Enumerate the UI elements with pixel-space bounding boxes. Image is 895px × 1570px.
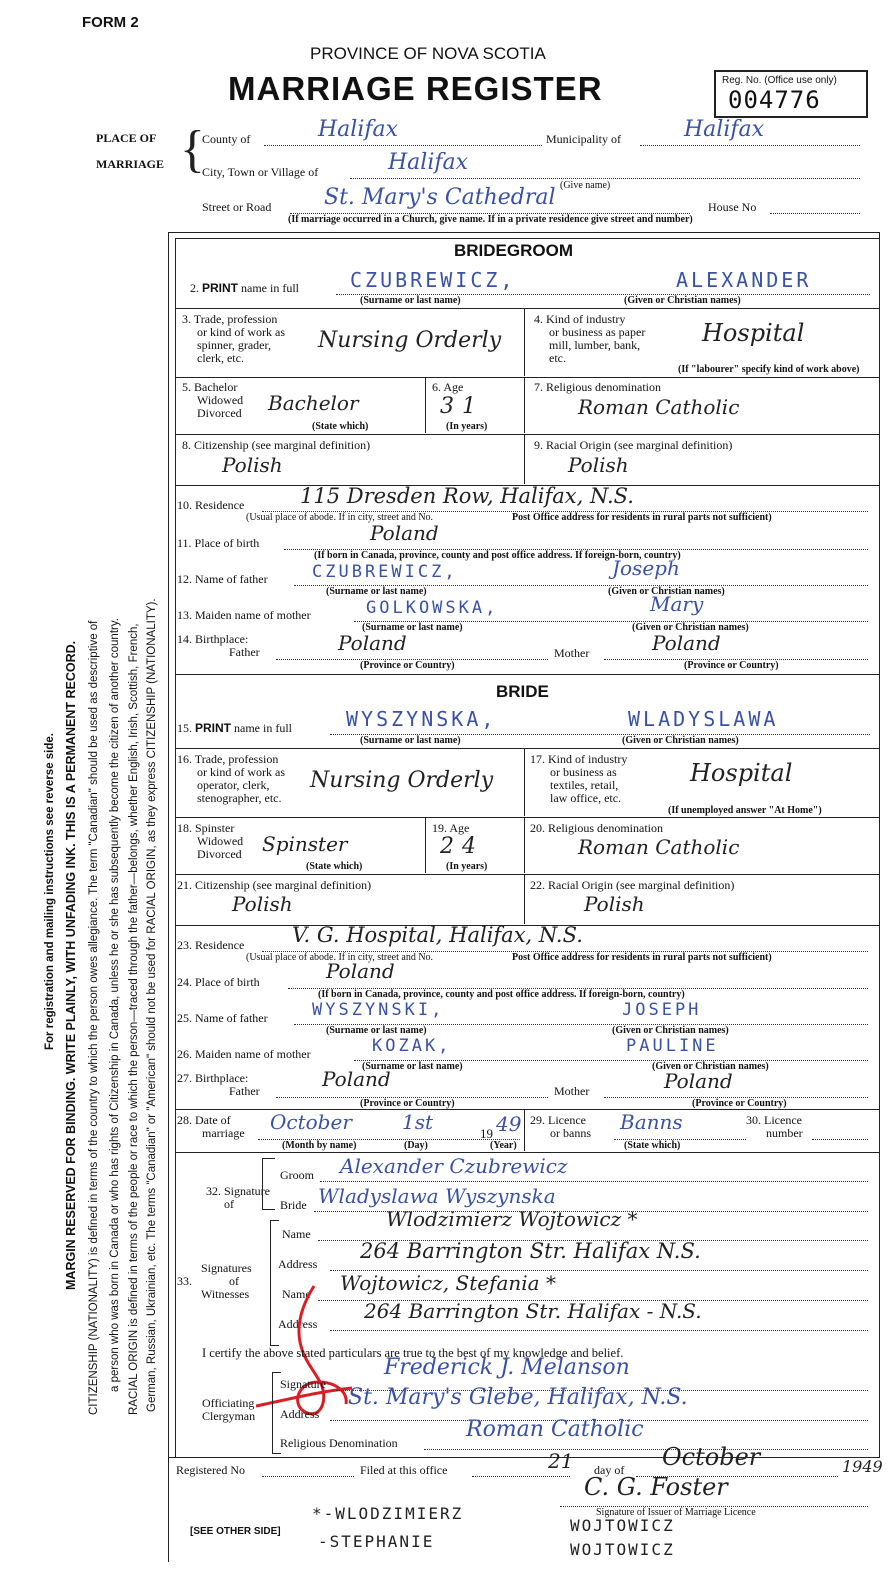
- bride-surname-caption: (Surname or last name): [360, 735, 461, 746]
- groom-father-surname: CZUBREWICZ,: [312, 562, 458, 582]
- marriage-day: 1st: [402, 1110, 434, 1134]
- footnote-surname-1: WOJTOWICZ: [570, 1516, 675, 1535]
- bride-birth-note: (If born in Canada, province, county and post office address. If foreign-born, country): [318, 989, 685, 1000]
- officiating-clergyman-label: Officiating Clergyman: [202, 1396, 256, 1423]
- bride-residence-note-1: (Usual place of abode. If in city, street and No.: [246, 952, 434, 963]
- groom-mother-birthplace-label: Mother: [554, 646, 590, 660]
- groom-mother-birthplace: Poland: [652, 631, 721, 655]
- groom-father-label: 12. Name of father: [177, 572, 268, 586]
- bride-mother-birthplace: Poland: [664, 1069, 733, 1093]
- bride-industry-label: 17. Kind of industry or business as textiles, retail, law office, etc.: [530, 752, 628, 805]
- groom-surname: CZUBREWICZ,: [350, 268, 516, 292]
- bride-father-surname: WYSZYNSKI,: [312, 1000, 445, 1020]
- groom-father-birthplace: Poland: [338, 631, 407, 655]
- groom-mother-given-caption: (Given or Christian names): [632, 622, 749, 633]
- marriage-date-label: 28. Date of marriage: [177, 1113, 245, 1140]
- bride-racial: Polish: [584, 892, 645, 916]
- groom-status-caption: (State which): [312, 421, 369, 432]
- footnote-given-2: -STEPHANIE: [318, 1532, 435, 1551]
- bride-citizenship: Polish: [232, 892, 293, 916]
- groom-religion-label: 7. Religious denomination: [534, 380, 661, 394]
- issuer-caption: Signature of Issuer of Marriage Licence: [596, 1507, 756, 1518]
- bride-mother-label: 26. Maiden name of mother: [177, 1047, 311, 1061]
- licence-number-label: 30. Licence number: [746, 1113, 803, 1140]
- registered-no-label: Registered No: [176, 1463, 245, 1477]
- day-of-label: day of: [594, 1463, 625, 1477]
- groom-industry-note: (If "labourer" specify kind of work above): [678, 364, 860, 375]
- bride-father-given: JOSEPH: [622, 1000, 702, 1020]
- bride-father-given-caption: (Given or Christian names): [612, 1025, 729, 1036]
- bride-status-label: 18. Spinster Widowed Divorced: [177, 821, 244, 861]
- bride-name-label: 15. PRINT name in full: [177, 721, 292, 735]
- street-value: St. Mary's Cathedral: [324, 185, 556, 210]
- groom-mother-province-caption: (Province or Country): [684, 660, 779, 671]
- groom-trade: Nursing Orderly: [318, 328, 502, 353]
- bride-trade: Nursing Orderly: [310, 768, 494, 793]
- groom-age: 31: [440, 394, 484, 419]
- groom-mother-surname-caption: (Surname or last name): [362, 622, 463, 633]
- witness1-name-label: Name: [282, 1227, 311, 1241]
- filed-month: October: [662, 1443, 761, 1471]
- municipality-value: Halifax: [684, 117, 765, 142]
- groom-given-names: ALEXANDER: [676, 268, 812, 292]
- witness1-address-label: Address: [278, 1257, 318, 1271]
- groom-father-given-caption: (Given or Christian names): [608, 586, 725, 597]
- groom-industry: Hospital: [702, 319, 805, 347]
- issuer-signature: C. G. Foster: [584, 1473, 728, 1501]
- province-title: PROVINCE OF NOVA SCOTIA: [310, 44, 546, 63]
- margin-racial-1: RACIAL ORIGIN is defined in terms of the people or race to which the person—traced through the father—belongs, whether English, Irish, Scottish, French,: [128, 623, 140, 1415]
- marriage-month-caption: (Month by name): [282, 1140, 357, 1151]
- bride-parents-birthplace-label: 27. Birthplace: Father: [177, 1071, 260, 1098]
- groom-industry-label: 4. Kind of industry or business as paper mill, lumber, bank, etc.: [534, 312, 646, 365]
- bride-mother-surname-caption: (Surname or last name): [362, 1061, 463, 1072]
- groom-residence-note-2: Post Office address for residents in rural parts not sufficient): [512, 512, 772, 523]
- bride-given-names: WLADYSLAWA: [628, 707, 779, 731]
- groom-father-given: Joseph: [612, 556, 680, 580]
- see-other-side: [SEE OTHER SIDE]: [190, 1526, 281, 1537]
- groom-status-label: 5. Bachelor Widowed Divorced: [182, 380, 244, 420]
- municipality-label: Municipality of: [546, 132, 621, 146]
- licence-label: 29. Licence or banns: [530, 1113, 591, 1140]
- bride-father-surname-caption: (Surname or last name): [326, 1025, 427, 1036]
- groom-given-caption: (Given or Christian names): [624, 295, 741, 306]
- groom-age-label: 6. Age: [432, 380, 464, 394]
- clergy-signature: Frederick J. Melanson: [384, 1355, 630, 1380]
- bride-racial-label: 22. Racial Origin (see marginal definition): [530, 878, 735, 892]
- footnote-given-1: *-WLODZIMIERZ: [312, 1504, 464, 1523]
- signature-label: 32. Signature of: [206, 1184, 270, 1211]
- groom-racial-label: 9. Racial Origin (see marginal definition): [534, 438, 733, 452]
- groom-signature: Alexander Czubrewicz: [340, 1154, 568, 1178]
- margin-instructions: For registration and mailing instructions see reverse side.: [44, 733, 56, 1050]
- groom-citizenship: Polish: [222, 453, 283, 477]
- bride-birthplace-label: 24. Place of birth: [177, 975, 260, 989]
- bride-mother-given-caption: (Given or Christian names): [652, 1061, 769, 1072]
- place-label-1: PLACE OF: [96, 131, 157, 145]
- groom-heading: BRIDEGROOM: [454, 241, 573, 260]
- bride-religion: Roman Catholic: [578, 835, 740, 859]
- groom-mother-surname: GOLKOWSKA,: [366, 598, 499, 618]
- clergy-signature-label: Signature: [280, 1377, 326, 1391]
- margin-racial-2: German, Russian, Ukrainian, etc. The terms "Canadian" or "American" should not be used for RACIAL ORIGIN, as they express CITIZENSHIP (NATIONALITY).: [146, 598, 158, 1412]
- footnote-surname-2: WOJTOWICZ: [570, 1540, 675, 1559]
- groom-father-surname-caption: (Surname or last name): [326, 586, 427, 597]
- marriage-year-caption: (Year): [490, 1140, 517, 1151]
- groom-citizenship-label: 8. Citizenship (see marginal definition): [182, 438, 371, 452]
- bride-father-label: 25. Name of father: [177, 1011, 268, 1025]
- place-brace: {: [180, 121, 205, 178]
- groom-mother-given: Mary: [650, 592, 704, 616]
- groom-signature-label: Groom: [280, 1168, 314, 1182]
- bride-given-caption: (Given or Christian names): [622, 735, 739, 746]
- bride-father-birthplace: Poland: [322, 1067, 391, 1091]
- groom-racial: Polish: [568, 453, 629, 477]
- groom-residence-label: 10. Residence: [177, 498, 245, 512]
- marriage-month: October: [270, 1110, 352, 1134]
- marriage-day-caption: (Day): [404, 1140, 428, 1151]
- groom-residence-note-1: (Usual place of abode. If in city, street and No.: [246, 512, 434, 523]
- county-value: Halifax: [318, 117, 399, 142]
- witness2-name-label: Name: [282, 1287, 311, 1301]
- bride-industry-note: (If unemployed answer "At Home"): [668, 805, 822, 816]
- city-value: Halifax: [388, 150, 469, 175]
- bride-father-province-caption: (Province or Country): [360, 1098, 455, 1109]
- filed-year: 1949: [842, 1457, 883, 1476]
- margin-citizenship-2: a person who was born in Canada or who has rights of Citizenship in Canada, unless he or she has subsequently become the citizen of another country.: [109, 618, 121, 1392]
- clergy-denomination-label: Religious Denomination: [280, 1436, 398, 1450]
- city-label: City, Town or Village of: [202, 165, 319, 179]
- county-label: County of: [202, 132, 251, 146]
- groom-birthplace: Poland: [370, 521, 439, 545]
- reg-number-label: Reg. No. (Office use only): [722, 75, 837, 86]
- form-number: FORM 2: [82, 14, 139, 31]
- bride-status-caption: (State which): [306, 861, 363, 872]
- bride-mother-province-caption: (Province or Country): [692, 1098, 787, 1109]
- marriage-year: 49: [496, 1112, 522, 1136]
- witnesses-label: 33. Signatures of Witnesses: [177, 1261, 252, 1301]
- bride-industry: Hospital: [690, 759, 793, 787]
- bride-residence-label: 23. Residence: [177, 938, 245, 952]
- clergy-address: St. Mary's Glebe, Halifax, N.S.: [348, 1385, 688, 1410]
- bride-signature: Wladyslawa Wyszynska: [318, 1184, 556, 1208]
- bride-age-label: 19. Age: [432, 821, 470, 835]
- give-name-caption: (Give name): [560, 180, 611, 191]
- clergy-denomination: Roman Catholic: [466, 1417, 644, 1442]
- bride-age-caption: (In years): [446, 861, 488, 872]
- groom-birth-note: (If born in Canada, province, county and post office address. If foreign-born, country): [314, 550, 681, 561]
- margin-binding-note: MARGIN RESERVED FOR BINDING. WRITE PLAINLY, WITH UNFADING INK. THIS IS A PERMANENT RECORD.: [64, 640, 78, 1290]
- bride-birthplace: Poland: [326, 959, 395, 983]
- marriage-year-prefix: 19: [480, 1126, 493, 1141]
- bride-residence: V. G. Hospital, Halifax, N.S.: [292, 923, 583, 947]
- licence-type: Banns: [620, 1110, 683, 1134]
- filed-day: 21: [548, 1449, 574, 1473]
- groom-name-label: 2. PRINT name in full: [190, 281, 299, 295]
- bride-mother-birthplace-label: Mother: [554, 1084, 590, 1098]
- witness2-address-label: Address: [278, 1317, 318, 1331]
- place-label-2: MARRIAGE: [96, 157, 164, 171]
- groom-surname-caption: (Surname or last name): [360, 295, 461, 306]
- bride-residence-note-2: Post Office address for residents in rural parts not sufficient): [512, 952, 772, 963]
- clergy-address-label: Address: [280, 1407, 320, 1421]
- page-title: MARRIAGE REGISTER: [228, 70, 603, 107]
- reg-number-box: [714, 70, 868, 118]
- witness1-address: 264 Barrington Str. Halifax N.S.: [360, 1239, 701, 1263]
- witness2-name: Wojtowicz, Stefania *: [340, 1271, 556, 1295]
- witness2-address: 264 Barrington Str. Halifax - N.S.: [364, 1299, 702, 1323]
- house-label: House No: [708, 200, 757, 214]
- bride-heading: BRIDE: [496, 682, 549, 701]
- street-label: Street or Road: [202, 200, 272, 214]
- groom-status: Bachelor: [268, 391, 359, 415]
- reg-number: 004776: [728, 86, 821, 114]
- groom-birthplace-label: 11. Place of birth: [177, 536, 260, 550]
- certify-statement: I certify the above stated particulars are true to the best of my knowledge and belief.: [202, 1346, 624, 1360]
- bride-religion-label: 20. Religious denomination: [530, 821, 663, 835]
- groom-father-province-caption: (Province or Country): [360, 660, 455, 671]
- groom-age-caption: (In years): [446, 421, 488, 432]
- witness1-name: Wlodzimierz Wojtowicz *: [386, 1207, 638, 1231]
- filed-label: Filed at this office: [360, 1463, 448, 1477]
- groom-residence: 115 Dresden Row, Halifax, N.S.: [300, 484, 634, 508]
- groom-parents-birthplace-label: 14. Birthplace: Father: [177, 632, 260, 659]
- groom-religion: Roman Catholic: [578, 395, 740, 419]
- bride-trade-label: 16. Trade, profession or kind of work as operator, clerk, stenographer, etc.: [177, 752, 285, 805]
- licence-caption: (State which): [624, 1140, 681, 1151]
- margin-citizenship-1: CITIZENSHIP (NATIONALITY) is defined in terms of the country to which the person owes allegiance. The term "Canadian" should be used as descriptive of: [88, 620, 100, 1415]
- bride-surname: WYSZYNSKA,: [346, 707, 497, 731]
- groom-mother-label: 13. Maiden name of mother: [177, 608, 311, 622]
- street-note: (If marriage occurred in a Church, give name. If in a private residence give street and number): [288, 214, 693, 225]
- bride-status: Spinster: [262, 832, 348, 856]
- bride-signature-label: Bride: [280, 1198, 307, 1212]
- bride-citizenship-label: 21. Citizenship (see marginal definition): [177, 878, 372, 892]
- groom-trade-label: 3. Trade, profession or kind of work as spinner, grader, clerk, etc.: [182, 312, 285, 365]
- bride-mother-given: PAULINE: [626, 1036, 719, 1056]
- bride-mother-surname: KOZAK,: [372, 1036, 452, 1056]
- bride-age: 24: [440, 834, 484, 859]
